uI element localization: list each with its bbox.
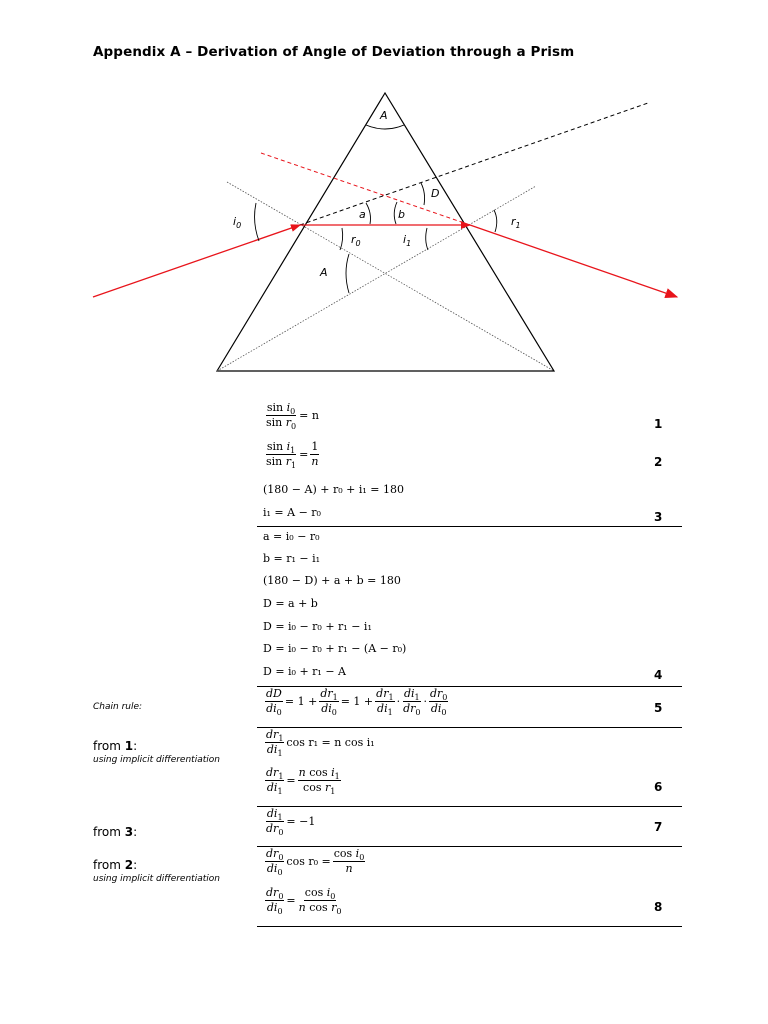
equation-number-5: 5: [654, 701, 663, 715]
side-from-2: from 2: using implicit differentiation: [93, 858, 220, 884]
divider-6: [257, 926, 682, 927]
divider-4: [257, 806, 682, 807]
equation-e: a = i₀ − r₀: [263, 530, 320, 543]
normal-left: [227, 182, 554, 371]
equation-2: $\frac{\sin i_1}{\sin r_1}$ = $\frac{1}{n}$: [266, 440, 319, 470]
label-D: D: [431, 187, 440, 200]
normal-right: [217, 186, 536, 371]
equation-number-8: 8: [654, 900, 663, 914]
equation-c: (180 − A) + r₀ + i₁ = 180: [263, 483, 404, 496]
side-from-1: from 1: using implicit differentiation: [93, 739, 220, 765]
label-a: a: [359, 208, 366, 221]
equation-8: $\frac{dr_0}{di_0}$ = $\frac{\cos i_0}{n \cos r_0}$: [266, 886, 342, 916]
divider-3: [257, 727, 682, 728]
side-chain-rule: Chain rule:: [93, 702, 143, 712]
equation-number-2: 2: [654, 455, 663, 469]
arc-r0: [340, 228, 343, 250]
divider-1: [257, 526, 682, 527]
equation-number-3: 3: [654, 510, 663, 524]
equation-5: $\frac{dD}{di_0}$ = 1 + $\frac{dr_1}{di_0}$ = 1 + $\frac{dr_1}{di_1}$ · $\frac{di_1}{dr_0}$ · $\frac{dr_0}{di_0}$: [266, 687, 448, 717]
side-from-3: from 3:: [93, 825, 138, 839]
equation-7: $\frac{di_1}{dr_0}$ = −1: [266, 807, 316, 837]
incident-ray: [93, 225, 300, 297]
arc-r1: [494, 210, 497, 232]
prism-triangle: [217, 93, 554, 371]
equation-number-4: 4: [654, 668, 663, 682]
arc-i0: [255, 203, 259, 241]
equation-g: (180 − D) + a + b = 180: [263, 574, 401, 587]
arc-b: [394, 202, 397, 224]
arc-A-inner: [346, 254, 349, 293]
page-title: Appendix A – Derivation of Angle of Deviation through a Prism: [93, 44, 575, 60]
arc-a: [366, 203, 371, 224]
label-r1: $r_1$: [511, 215, 521, 230]
equation-1: $\frac{\sin i_0}{\sin r_0}$ = n: [266, 401, 319, 431]
label-b: b: [398, 208, 405, 221]
equation-6: $\frac{dr_1}{di_1}$ = $\frac{n \cos i_1}{\cos r_1}$: [266, 766, 340, 796]
emergent-ray: [470, 225, 677, 297]
equation-h: D = a + b: [263, 597, 318, 610]
arc-apex: [366, 125, 404, 129]
equation-m: $\frac{dr_1}{di_1}$ cos r₁ = n cos i₁: [266, 728, 375, 758]
equation-p: $\frac{dr_0}{di_0}$ cos r₀ = $\frac{\cos i_0}{n}$: [266, 847, 365, 877]
equation-i: D = i₀ − r₀ + r₁ − i₁: [263, 620, 372, 633]
emergent-extension: [300, 103, 648, 225]
prism-diagram: [0, 0, 768, 390]
label-A-inner: A: [320, 266, 328, 279]
arc-D: [421, 183, 425, 205]
equation-number-1: 1: [654, 417, 663, 431]
label-i1: $i_1$: [403, 233, 412, 248]
equation-number-6: 6: [654, 780, 663, 794]
arc-i1: [426, 228, 428, 250]
divider-5: [257, 846, 682, 847]
label-i0: $i_0$: [233, 215, 242, 230]
label-apex: A: [380, 109, 388, 122]
equation-j: D = i₀ − r₀ + r₁ − (A − r₀): [263, 642, 407, 655]
equation-f: b = r₁ − i₁: [263, 552, 321, 565]
equation-k: D = i₀ + r₁ − A: [263, 665, 346, 678]
equation-number-7: 7: [654, 820, 663, 834]
equation-d: i₁ = A − r₀: [263, 506, 321, 519]
label-r0: $r_0$: [351, 233, 361, 248]
